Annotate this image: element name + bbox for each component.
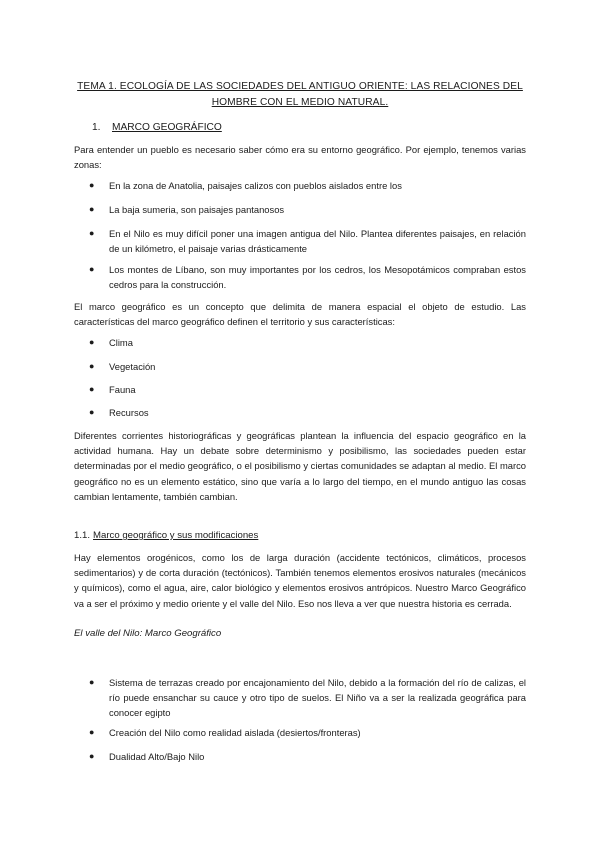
section-heading-text: MARCO GEOGRÁFICO — [112, 122, 222, 133]
bullet-icon: ● — [89, 264, 95, 274]
subsection-heading-text: Marco geográfico y sus modificaciones — [93, 530, 259, 541]
intro-paragraph: Para entender un pueblo es necesario saber cómo era su entorno geográfico. Por ejemplo, tenemos varias zonas: — [74, 144, 526, 171]
bullet-icon: ● — [89, 407, 95, 417]
bullet-icon: ● — [89, 361, 95, 371]
document-title: TEMA 1. ECOLOGÍA DE LAS SOCIEDADES DEL ANTIGUO ORIENTE: LAS RELACIONES DEL HOMBRE CON EL MEDIO NATURAL. — [77, 81, 523, 108]
definition-paragraph: El marco geográfico es un concepto que delimita de manera espacial el objeto de estudio. Las características del marco geográfico definen el territorio y sus características: — [74, 301, 526, 328]
bullet-icon: ● — [89, 204, 95, 214]
list-item-text: En el Nilo es muy difícil poner una imagen antigua del Nilo. Plantea diferentes paisajes, en relación de un kilómetro, el paisaje varias drásticamente — [109, 228, 526, 255]
list-item-text: Los montes de Líbano, son muy importantes por los cedros, los Mesopotámicos compraban estos cedros para la construcción. — [109, 264, 526, 291]
section-heading-marco-geografico — [92, 121, 222, 134]
bullet-icon: ● — [89, 677, 95, 687]
debate-paragraph: Diferentes corrientes historiográficas y geográficas plantean la influencia del espacio geográfico en la actividad humana. Hay un debate sobre determinismo y posibilismo, las sociedades pueden estar determinadas por el medio geográfico, o el posibilismo y ciertas comunidades se adaptan al medio. El marco geográfico no es un elemento estático, sino que varía a lo largo del tiempo, en el mundo antiguo las cosas cambian lentamente, también cambian. — [74, 430, 526, 502]
list-item-text: Recursos — [109, 407, 149, 418]
list-item-text: Clima — [109, 337, 133, 348]
list-item-text: Vegetación — [109, 361, 156, 372]
nile-heading: El valle del Nilo: Marco Geográfico — [74, 628, 222, 639]
list-item-text: En la zona de Anatolia, paisajes calizos con pueblos aislados entre los — [109, 180, 402, 191]
bullet-icon: ● — [89, 384, 95, 394]
bullet-icon: ● — [89, 180, 95, 190]
bullet-icon: ● — [89, 751, 95, 761]
list-item-text: Fauna — [109, 384, 136, 395]
list-item-text: La baja sumeria, son paisajes pantanosos — [109, 204, 285, 215]
bullet-icon: ● — [89, 727, 95, 737]
subsection-heading — [74, 529, 258, 542]
list-item-text: Sistema de terrazas creado por encajonamiento del Nilo, debido a la formación del río de calizas, el río puede ensanchar su cauce y otro tipo de suelos. El Niño va a ser la realizada geográfica para conocer egipto — [109, 677, 526, 719]
list-item-text: Dualidad Alto/Bajo Nilo — [109, 751, 205, 762]
section-number: 1. — [92, 122, 101, 133]
bullet-icon: ● — [89, 337, 95, 347]
bullet-icon: ● — [89, 228, 95, 238]
modifications-paragraph: Hay elementos orogénicos, como los de larga duración (accidente tectónicos, climáticos, procesos sedimentarios) y de corta duración (tectónicos). También tenemos elementos erosivos naturales (mecánicos y químicos), como el agua, aire, calor biológico y elementos erosivos antrópicos. Nuestro Marco Geográfico va a ser el próximo y medio oriente y el valle del Nilo. Eso nos lleva a ver que nuestra historia es cerrada. — [74, 552, 526, 609]
list-item-text: Creación del Nilo como realidad aislada (desiertos/fronteras) — [109, 727, 361, 738]
subsection-number: 1.1. — [74, 530, 91, 541]
